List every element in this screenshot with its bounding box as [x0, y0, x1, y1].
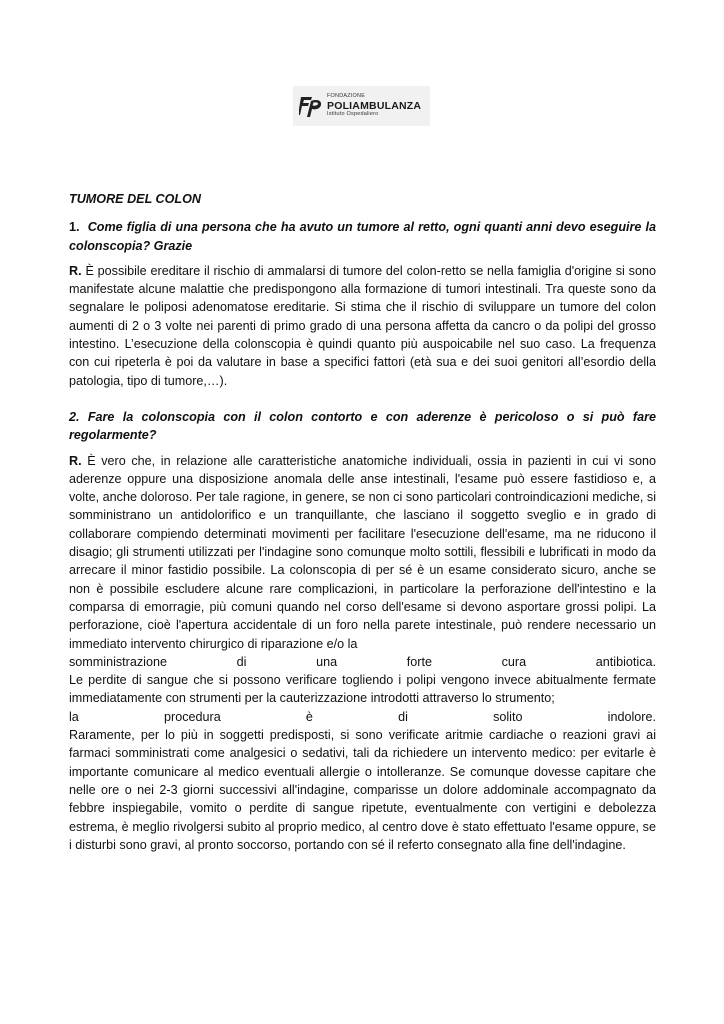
- answer-2: [69, 452, 656, 855]
- answer-2-paragraph-3: Raramente, per lo più in soggetti predisposti, si sono verificate aritmie cardiache o reazioni gravi ai farmaci somministrati come analgesici o sedativi, tali da richiedere un intervento medico: per evitarle è importante comunicare al medico eventuali allergie o intolleranze. Se comunque dovesse capitare che nelle ore o nei 2-3 giorni successivi all'indagine, comparisse un dolore addominale accompagnato da febbre inspiegabile, vomito o perdite di sangue ripetute, eventualmente con vertigini e debolezza estrema, è meglio rivolgersi subito al proprio medico, al centro dove è stato effettuato l'esame oppure, se i disturbi sono gravi, al pronto soccorso, portando con sé il referto consegnato alla fine dell'indagine.: [69, 728, 656, 852]
- answer-2-text-1: È vero che, in relazione alle caratteristiche anatomiche individuali, ossia in pazienti in cui vi sono aderenze oppure una disposizione anomala delle anse intestinali, l'esame può essere fastidioso e, a volte, anche doloroso. Per tale ragione, in genere, se non ci sono particolari controindicazioni mediche, si somministrano un antidolorifico e un tranquillante, che lasciano il soggetto sveglio e in grado di collaborare compiendo determinati movimenti per facilitare l'esecuzione dell'esame, ma ne riducono il disagio; gli strumenti utilizzati per l'indagine sono comunque molto sottili, flessibili e lubrificati in modo da arrecare il minor fastidio possibile. La colonscopia di per sé è un esame considerato sicuro, anche se non è possibile escludere alcune rare complicazioni, in particolare la perforazione dell'intestino e la comparsa di emorragie, più comuni quando nel corso dell'esame si devono asportare grossi polipi. La perforazione, cioè l'apertura accidentale di un foro nella parete intestinale, può rendere necessario un immediato intervento chirurgico di riparazione e/o la: [69, 453, 656, 651]
- document-body: [69, 190, 656, 854]
- question-2-number: 2.: [69, 409, 80, 424]
- question-2-text: Fare la colonscopia con il colon contorto e con aderenze è pericoloso o si può fare regolarmente?: [69, 409, 657, 443]
- section-spacer: [69, 390, 656, 408]
- question-1-number: 1.: [69, 220, 80, 235]
- answer-1-prefix: R.: [69, 263, 82, 278]
- logo-subtitle: Istituto Ospedaliero: [327, 111, 379, 118]
- question-1-text: Come figlia di una persona che ha avuto un tumore al retto, ogni quanti anni devo eseguire la colonscopia? Grazie: [69, 220, 656, 253]
- fp-monogram-icon: [299, 93, 323, 119]
- answer-2-line-stretched-1: somministrazione di una forte cura antibiotica.: [69, 654, 656, 669]
- document-title: TUMORE DEL COLON: [69, 192, 202, 206]
- answer-1: [69, 262, 656, 390]
- answer-1-text: È possibile ereditare il rischio di ammalarsi di tumore del colon-retto se nella famiglia d'origine si sono manifestate alcune malattie che predispongono alla formazione di tumori intestinali. Tra queste sono da segnalare le poliposi adenomatose ereditarie. Si stima che il rischio di sviluppare un tumore del colon aumenti di 2 o 3 volte nei parenti di primo grado di una persona affetta da cancro o da polipi del grosso intestino. L’esecuzione della colonscopia è quindi quanto più auspoicabile nel suo caso. La frequenza con cui ripeterla è poi da valutare in base a specifici fattori (età sua e dei suoi genitori all’esordio della patologia, tipo di tumore,…).: [69, 263, 656, 388]
- answer-2-paragraph-1: [69, 452, 656, 653]
- answer-2-paragraph-2: Le perdite di sangue che si possono verificare togliendo i polipi vengono invece abitualmente fermate immediatamente con strumenti per la cauterizzazione introdotti attraverso lo strumento;: [69, 673, 656, 706]
- logo-foundation-text: FONDAZIONE: [327, 93, 366, 100]
- question-2: [69, 408, 656, 445]
- answer-2-prefix: R.: [69, 453, 82, 468]
- answer-2-line-stretched-2: la procedura è di solito indolore.: [69, 709, 656, 724]
- logo-brand-name: POLIAMBULANZA: [327, 99, 422, 112]
- question-1: [69, 218, 656, 255]
- poliambulanza-logo: [293, 86, 430, 126]
